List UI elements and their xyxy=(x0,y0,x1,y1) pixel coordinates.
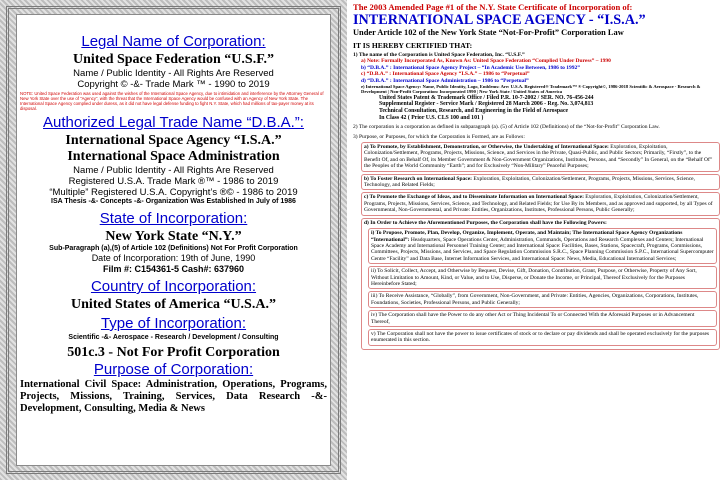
clause-3b-heading: b) To Foster Research on International Space: xyxy=(364,175,472,182)
clause-3c-body: Exploration, Exploitation, Colonization/Settlement, Programs, Projects, Missions, Services, Science, and Technology, and Related Fields; for Use By its Members, and as approved and supported, by all Types of Governmental, Non-Governmental, and Private: Entities, Organizations, Institutes, Professional Persons, Public Generally; xyxy=(364,194,713,214)
clause-3d-ii: ii) To Solicit, Collect, Accept, and Otherwise by Bequest, Devise, Gift, Donation, Contribution, Grant, Purpose, or Otherwise, Property of Any Sort, Without Limitation to Amount, Kind, or Value, and to Use, Disperse, or Donate the Income, or Principal, Thereof Exclusively for the Purposes Hereinbefore Stated; xyxy=(368,266,717,289)
incorporation-date: Date of Incorporation: 19th of June, 1990 xyxy=(91,253,256,263)
state-article: Sub-Paragraph (a),(5) of Article 102 (Definitions) Not For Profit Corporation xyxy=(49,244,298,252)
technical-consultation: Technical Consultation, Research, and Engineering in the Field of Aerospace xyxy=(379,108,569,115)
clause-3: 3) Purpose, or Purposes, for which the Corporation is Formed, are as Follows: xyxy=(353,133,525,140)
clause-3a-body: Exploration, Exploitation, Colonization/Settlement, Programs, Projects, Missions, Science, and Services in the Private, Quasi-Public, and Public Sectors; Primarily, “Firstly”, to the Benefit Of, and on Behalf Of, its Member Government & Non-Government Organizations, Institutes, Persons, and “Secondly” In General, on the “Behalf Of” the Peoples of the World Community “Earth”; and for Exclusively “Non-Military” Peaceful Purposes; xyxy=(364,144,713,170)
clause-1: 1) The name of the Corporation is United Space Federation, Inc. “U.S.F.” xyxy=(353,52,525,58)
certificate-page xyxy=(353,0,720,480)
class-42: In Class 42 ( Prior U.S. CLS 100 and 101 ) xyxy=(379,114,484,121)
clause-2: 2) The corporation is a corporation as defined in subparagraph (a). (5) of Article 102 (Definitions) of the “Not-for-Profit” Corporation Law. xyxy=(353,124,660,131)
supplemental-register: Supplemental Register - Service Mark / Registered 28 March 2006 - Reg. No. 3,074,813 xyxy=(379,101,594,108)
clause-1e: e) International Space Agency: Name, Public Identity, Logo, Emblems: Are: U.S.A. Registered® Trademark™ ® Copyright©, 1986-2018 Scientific & Aerospace - Research & Development | Non-Profit Corporation: Incorporated 1990 | New York State / United States of America xyxy=(361,84,701,95)
document-title: INTERNATIONAL SPACE AGENCY - “I.S.A.” xyxy=(353,12,646,28)
clause-3c xyxy=(361,192,720,215)
dba-heading: Authorized Legal Trade Name “D.B.A.”: xyxy=(43,114,304,131)
state-heading: State of Incorporation: xyxy=(99,209,248,227)
clause-3a-heading: a) To Promote, by Establishment, Demonstration, or Otherwise, the Undertaking of International Space: xyxy=(364,144,609,151)
legal-name-copyright: Copyright © -&- Trade Mark ™ - 1990 to 2019 xyxy=(77,79,270,90)
type-heading: Type of Incorporation: xyxy=(100,315,247,332)
clause-3d-i-heading: i) To Propose, Promote, Plan, Develop, Organize, Implement, Operate, and Maintain; The International Space Agency Organizations “International”: xyxy=(371,230,683,243)
clause-3b-body: Exploration, Exploitation, Colonization/Settlement, Programs, Projects, Missions, Services, Science, Technology, and Related Fields; xyxy=(364,175,695,189)
clause-1b: b) “D.B.A.” : International Space Agency Project – “In Academic Use Between, 1986 to 1992” xyxy=(361,64,580,71)
dba-rights: Name / Public Identity - All Rights Are Reserved xyxy=(73,165,274,176)
certificate-frame xyxy=(0,0,347,480)
legal-name: United Space Federation “U.S.F.” xyxy=(73,52,274,67)
clause-1a: a) Note: Formally Incorporated As, Known As: United Space Federation “Complied Under Duress” – 1990 xyxy=(361,58,611,65)
country-heading: Country of Incorporation: xyxy=(90,278,257,295)
dba-established: ISA Thesis -&- Concepts -&- Organization Was Established In July of 1986 xyxy=(51,198,296,205)
clause-1d: d) “D.B.A.” : International Space Administration – 1986 to “Perpetual” xyxy=(361,77,529,84)
dba-name-administration: International Space Administration xyxy=(67,149,280,164)
dba-name-agency: International Space Agency “I.S.A.” xyxy=(65,133,282,148)
dba-copyright: “Multiple” Registered U.S.A. Copyright’s ®© - 1986 to 2019 xyxy=(49,187,298,198)
clause-3b xyxy=(361,174,720,191)
legal-name-rights: Name / Public Identity - All Rights Are Reserved xyxy=(73,68,274,79)
clause-3d-iv: iv) The Corporation shall have the Power to do any other Act or Thing Incidental To or Connected With the Aforesaid Purposes or in Advancement Thereof, xyxy=(368,310,717,327)
type-description: Scientific -&- Aerospace - Research / Development / Consulting xyxy=(68,334,279,341)
clause-1c: c) “D.B.A.” : International Space Agency “I.S.A.” – 1986 to “Perpetual” xyxy=(361,71,530,78)
clause-3a xyxy=(361,142,720,172)
purpose-heading: Purpose of Corporation: xyxy=(93,360,254,378)
clause-3c-heading: c) To Promote the Exchange of Ideas, and to Disseminate Information on International Space: xyxy=(364,194,584,201)
clause-3d-i xyxy=(368,228,717,264)
country-name: United States of America “U.S.A.” xyxy=(71,297,276,312)
state-name: New York State “N.Y.” xyxy=(105,228,242,244)
film-cash-numbers: Film #: C154361-5 Cash#: 637960 xyxy=(102,264,245,274)
clause-3d-iii: iii) To Receive Assistance, “Globally”, from Government, Non-Government, and Private: Entities, Agencies, Organizations, Corporations, Institutes, Foundations, Societies, Professional Persons, and Public Generally; xyxy=(368,291,717,308)
certificate-summary xyxy=(16,14,331,466)
clause-3d-i-body: Headquarters, Space Operations Center, Administration, Commands, Operations and Research Complexes and Centers; International Space Academy and International Personnel Training Center; and International Space: Facilities, Bases, Stations, Spacecraft, Programs, Commissions, Committees, Projects, Missions, and Services, and Space Regulation Commission S.R.C., Space Planning Commission S.P.C., International Supercomputer Centre “Facility” and Data Base, Internet Information Services, and International Space: News, Media, Educational International Services; xyxy=(371,236,714,262)
clause-3d-v: v) The Corporation shall not have the power to issue certificates of stock or to declare or pay dividends and shall be operated exclusively for the purposes enumerated in this section. xyxy=(368,329,717,346)
certify-heading: IT IS HEREBY CERTIFIED THAT: xyxy=(353,41,473,50)
purpose-text: International Civil Space: Administration, Operations, Programs, Projects, Missions, Training, Services, Data Research -&- Development, Consulting, Media & News xyxy=(20,378,327,414)
clause-3d xyxy=(361,218,720,350)
duress-note: NOTE: United Space Federation was used against the wishes of the International Space Agency, due to intimidation and interference by the Attorney General of New York State over the use of “Agency”, with the threat that the International Space Agency would be confused with an Agency of New York State. The International Space Agency complied under duress, as it did not have legal defense funding to fight N.Y. State, which had millions of tax-payer money at its disposal. xyxy=(20,91,324,111)
trademark-office: United States Patent & Trademark Office / Filed P.R. 10-7-2002 / SER. NO. 76-456-244 xyxy=(379,94,594,101)
amended-page-caption: The 2003 Amended Page #1 of the N.Y. State Certificate of Incorporation of: xyxy=(353,2,633,12)
type-name: 501c.3 - Not For Profit Corporation xyxy=(67,344,280,360)
dba-trademark: Registered U.S.A. Trade Mark ®™ - 1986 to 2019 xyxy=(68,176,279,187)
document-subtitle: Under Article 102 of the New York State “Not-For-Profit” Corporation Law xyxy=(353,28,624,37)
clause-3d-heading: d) In Order to Achieve the Aforementioned Purposes, the Corporation shall have the Following Powers: xyxy=(364,219,607,226)
legal-name-heading: Legal Name of Corporation: xyxy=(81,33,266,50)
